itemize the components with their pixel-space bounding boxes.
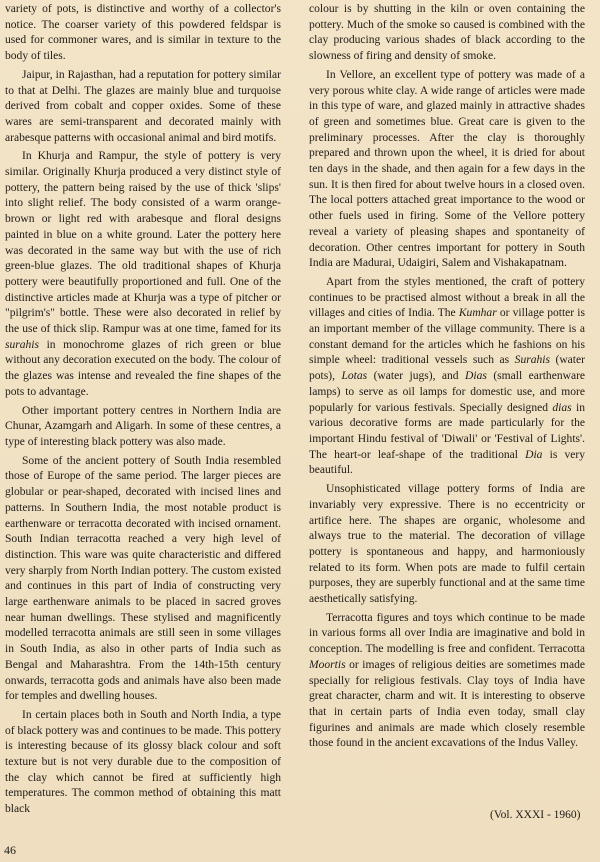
italic-term: Dia [525,448,543,461]
italic-term: Moortis [309,658,346,671]
paragraph: variety of pots, is distinctive and worthy of a collector's notice. The coarser variety of this powdered feldspar is used for commoner wares, and is similar in texture to the body of tiles. [5,3,281,63]
paragraph: colour is by shutting in the kiln or oven containing the pottery. Much of the smoke so caused is combined with the clay producing various shades of black according to the slowness of firing and density of smoke. [309,3,585,63]
paragraph: Unsophisticated village pottery forms of India are invariably very expressive. There is no eccentricity or artifice here. The shapes are organic, wholesome and always true to the material. The decoration of village pottery is spontaneous and happy, and harmoniously related to its form. When pots are made to fulfil certain purposes, they are superbly functional and at the same time aesthetically satisfying. [309,483,585,606]
page-number: 46 [4,843,16,857]
paragraph: Jaipur, in Rajasthan, had a reputation for pottery similar to that at Delhi. The glazes are mainly blue and turquoise derived from cobalt and copper oxides. Some of these wares are semi-transparent and decorated mainly with arabesque patterns with occasional animal and bird motifs. [5,68,281,144]
italic-term: Dias [465,370,487,383]
paragraph: In Vellore, an excellent type of pottery was made of a very porous white clay. A wide range of articles were made in this type of ware, and glazed mainly in attractive shades of green and sometimes blue. Great care is given to the preliminary processes. After the clay is thoroughly prepared and thrown upon the wheel, it is dried for about ten days in the shade, and then again for a few days in the sun. It is then fired for about twelve hours in a closed oven. The local potters attached great importance to the wood or other fuels used in firing. Some of the Vellore pottery reveal a variety of pleasing shapes and spontaneity of decoration. Other centres important for pottery in South India are Madurai, Udaigiri, Salem and Vishakapatnam. [309,68,585,270]
paragraph: Terracotta figures and toys which continue to be made in various forms all over India are imaginative and bold in conception. The modelling is free and confident. Terracotta Moortis or images of religious deities are sometimes made specially for religious festivals. Clay toys of India have great character, charm and wit. It is interesting to observe that in certain parts of India even today, small clay figurines and animals are made which closely resemble those found in the ancient excavations of the Indus Valley. [309,611,585,750]
paragraph: Other important pottery centres in Northern India are Chunar, Azamgarh and Aligarh. In some of these centres, a type of interesting black pottery was also made. [5,404,281,448]
italic-term: dias [552,401,572,414]
paragraph: In Khurja and Rampur, the style of pottery is very similar. Originally Khurja produced a very distinct style of pottery, the pattern being raised by the use of thick 'slips' into slight relief. The body consisted of a warm orange-brown or light red with arabesque and floral designs painted in blue on a white ground. Later the pottery here was decorated in the same way but with the use of rich green-blue glazes. The old traditional shapes of Khurja pottery were beautifully proportioned and full. One of the distinctive articles made at Khurja was a type of pitcher or "pilgrim's" bottle. These were also decorated in relief by the use of thick slip. Rampur was at one time, famed for its surahis in monochrome glazes of rich green or blue without any decoration executed on the body. The colour of the glazes was intense and revealed the fine shapes of the pots to advantage. [5,150,281,398]
left-text-column [5,2,281,821]
paragraph: Apart from the styles mentioned, the craft of pottery continues to be practised almost without a break in all the villages and cities of India. The Kumhar or village potter is an important member of the village community. There is a constant demand for the articles which he fashions on his simple wheel: traditional vessels such as Surahis (water pots), Lotas (water jugs), and Dias (small earthenware lamps) to serve as oil lamps for domestic use, and more popularly for various festivals. Specially designed dias in various decorative forms are made particularly for the important Hindu festival of 'Diwali' or 'Festival of Lights'. The heart-or leaf-shape of the traditional Dia is very beautiful. [309,275,586,477]
italic-term: Kumhar [458,307,497,320]
italic-term: Surahis [514,354,550,367]
italic-term: surahis [5,338,40,351]
paragraph: In certain places both in South and North India, a type of black pottery was and continues to be made. This pottery is interesting because of its glossy black colour and soft texture but is not very durable due to the composition of the clay which cannot be fired at sufficiently high temperatures. The common method of obtaining this matt black [5,708,281,816]
right-text-column [309,2,585,755]
paragraph: Some of the ancient pottery of South India resembled those of Europe of the same period. The larger pieces are globular or pear-shaped, decorated with incised lines and patterns. In Southern India, the most notable product is earthenware or terracotta decorated with incised ornament. South Indian terracotta reached a very high level of distinction. This ware was quite characteristic and differed very sharply from North Indian pottery. The custom existed and continues in this part of India of constructing very large earthenware animals to be placed in sacred groves near human dwellings. These stylised and magnificently modelled terracotta animals are still seen in some villages in South India, as also in other parts of India such as Bengal and Maharashtra. From the 14th-15th century onwards, terracotta gods and animals have also been made for temples and dwelling houses. [5,454,281,703]
italic-term: Lotas [341,370,368,383]
volume-citation: (Vol. XXXI - 1960) [490,809,581,821]
